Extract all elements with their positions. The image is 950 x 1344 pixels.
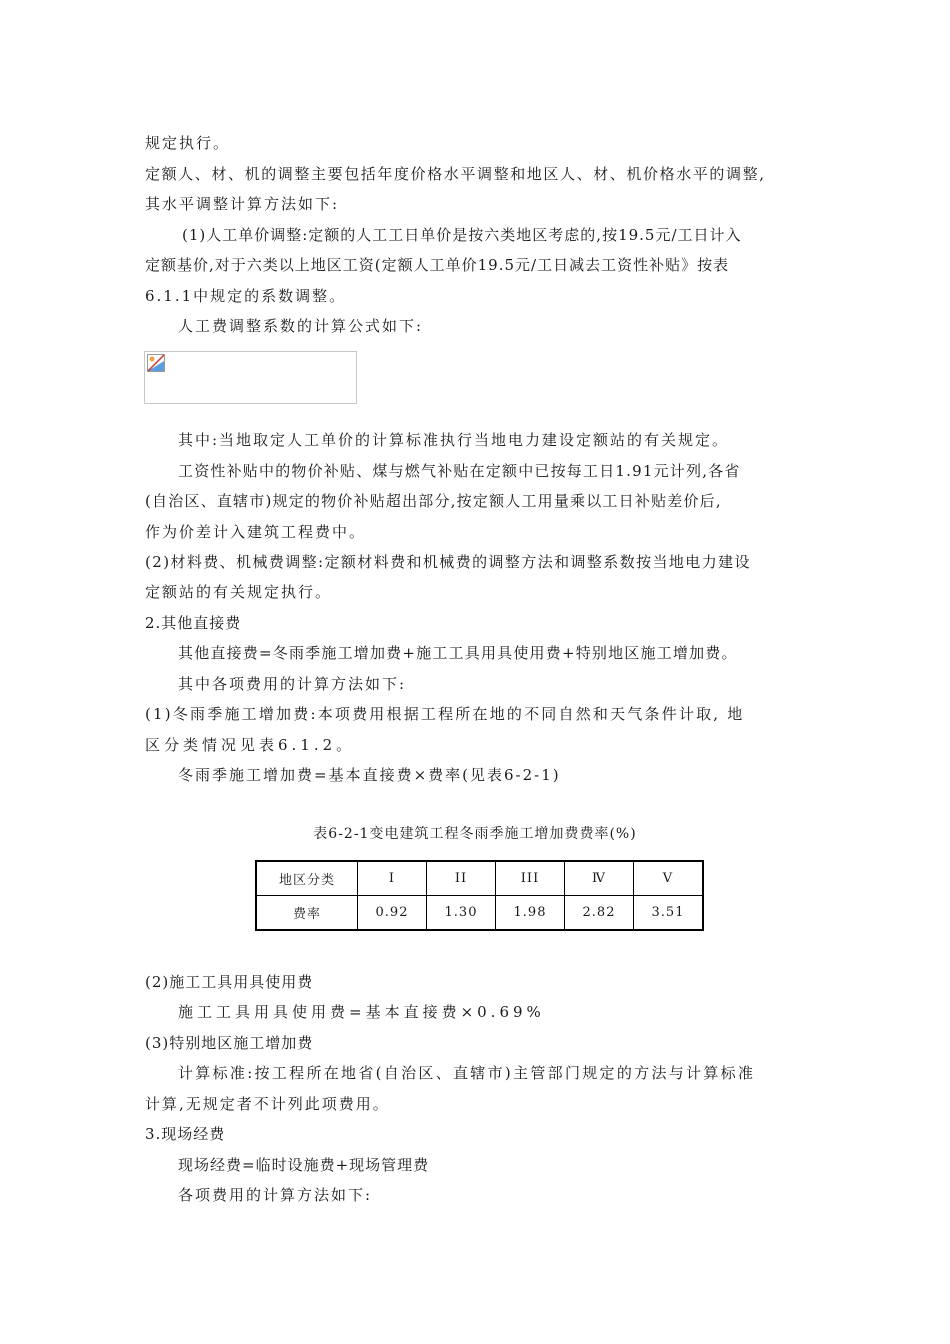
- table-row: [256, 896, 703, 931]
- table-cell: 1.30: [427, 896, 496, 931]
- paragraph-line: (1)人工单价调整:定额的人工工日单价是按六类地区考虑的,按19.5元/工日计入: [182, 226, 742, 244]
- table-cell: 费率: [256, 896, 358, 931]
- table-header-row: [256, 861, 703, 896]
- paragraph-line: 作为价差计入建筑工程费中。: [145, 523, 367, 541]
- paragraph-line: 人工费调整系数的计算公式如下:: [178, 317, 424, 335]
- paragraph-line: (2)材料费、机械费调整:定额材料费和机械费的调整方法和调整系数按当地电力建设: [145, 553, 751, 571]
- paragraph-line: 其他直接费=冬雨季施工增加费+施工工具用具使用费+特别地区施工增加费。: [178, 644, 738, 662]
- paragraph-line: (1)冬雨季施工增加费:本项费用根据工程所在地的不同自然和天气条件计取, 地: [145, 705, 745, 723]
- section-heading: 3.现场经费: [145, 1125, 226, 1143]
- paragraph-line: 规定执行。: [145, 134, 231, 152]
- paragraph-line: 其中各项费用的计算方法如下:: [178, 675, 407, 693]
- table-caption: 表6-2-1变电建筑工程冬雨季施工增加费费率(%): [313, 826, 637, 842]
- paragraph-line: 区分类情况见表6.1.2。: [145, 736, 356, 754]
- paragraph-line: 定额人、材、机的调整主要包括年度价格水平调整和地区人、材、机价格水平的调整,: [145, 165, 766, 183]
- table-header-cell: Ⅳ: [565, 861, 634, 896]
- table-cell: 3.51: [634, 896, 704, 931]
- table-header-cell: 地区分类: [256, 861, 358, 896]
- table-cell: 2.82: [565, 896, 634, 931]
- paragraph-line: 现场经费=临时设施费+现场管理费: [178, 1156, 430, 1174]
- table-cell: 1.98: [496, 896, 565, 931]
- table-header-cell: II: [427, 861, 496, 896]
- table-header-cell: I: [358, 861, 427, 896]
- paragraph-line: 计算,无规定者不计列此项费用。: [145, 1095, 390, 1113]
- section-heading: 2.其他直接费: [145, 614, 242, 632]
- table-cell: 0.92: [358, 896, 427, 931]
- paragraph-line: 6.1.1中规定的系数调整。: [145, 287, 347, 305]
- paragraph-line: 定额基价,对于六类以上地区工资(定额人工单价19.5元/工日减去工资性补贴》按表: [145, 256, 730, 274]
- paragraph-line: 定额站的有关规定执行。: [145, 583, 333, 601]
- table-header-cell: V: [634, 861, 704, 896]
- paragraph-line: (2)施工工具用具使用费: [145, 973, 314, 991]
- paragraph-line: 施工工具用具使用费=基本直接费×0.69%: [178, 1003, 545, 1021]
- paragraph-line: (自治区、直辖市)规定的物价补贴超出部分,按定额人工用量乘以工日补贴差价后,: [145, 492, 722, 510]
- broken-image-icon: [147, 354, 165, 372]
- paragraph-line: 其中:当地取定人工单价的计算标准执行当地电力建设定额站的有关规定。: [178, 431, 730, 449]
- rate-table: [255, 860, 704, 931]
- paragraph-line: 工资性补贴中的物价补贴、煤与燃气补贴在定额中已按每工日1.91元计列,各省: [178, 462, 741, 480]
- paragraph-line: 各项费用的计算方法如下:: [178, 1186, 373, 1204]
- table-header-cell: III: [496, 861, 565, 896]
- paragraph-line: 其水平调整计算方法如下:: [145, 195, 340, 213]
- paragraph-line: (3)特别地区施工增加费: [145, 1034, 314, 1052]
- formula-image-placeholder: [144, 351, 357, 404]
- paragraph-line: 计算标准:按工程所在地省(自治区、直辖市)主管部门规定的方法与计算标准: [178, 1064, 756, 1082]
- paragraph-line: 冬雨季施工增加费=基本直接费×费率(见表6-2-1): [178, 766, 561, 784]
